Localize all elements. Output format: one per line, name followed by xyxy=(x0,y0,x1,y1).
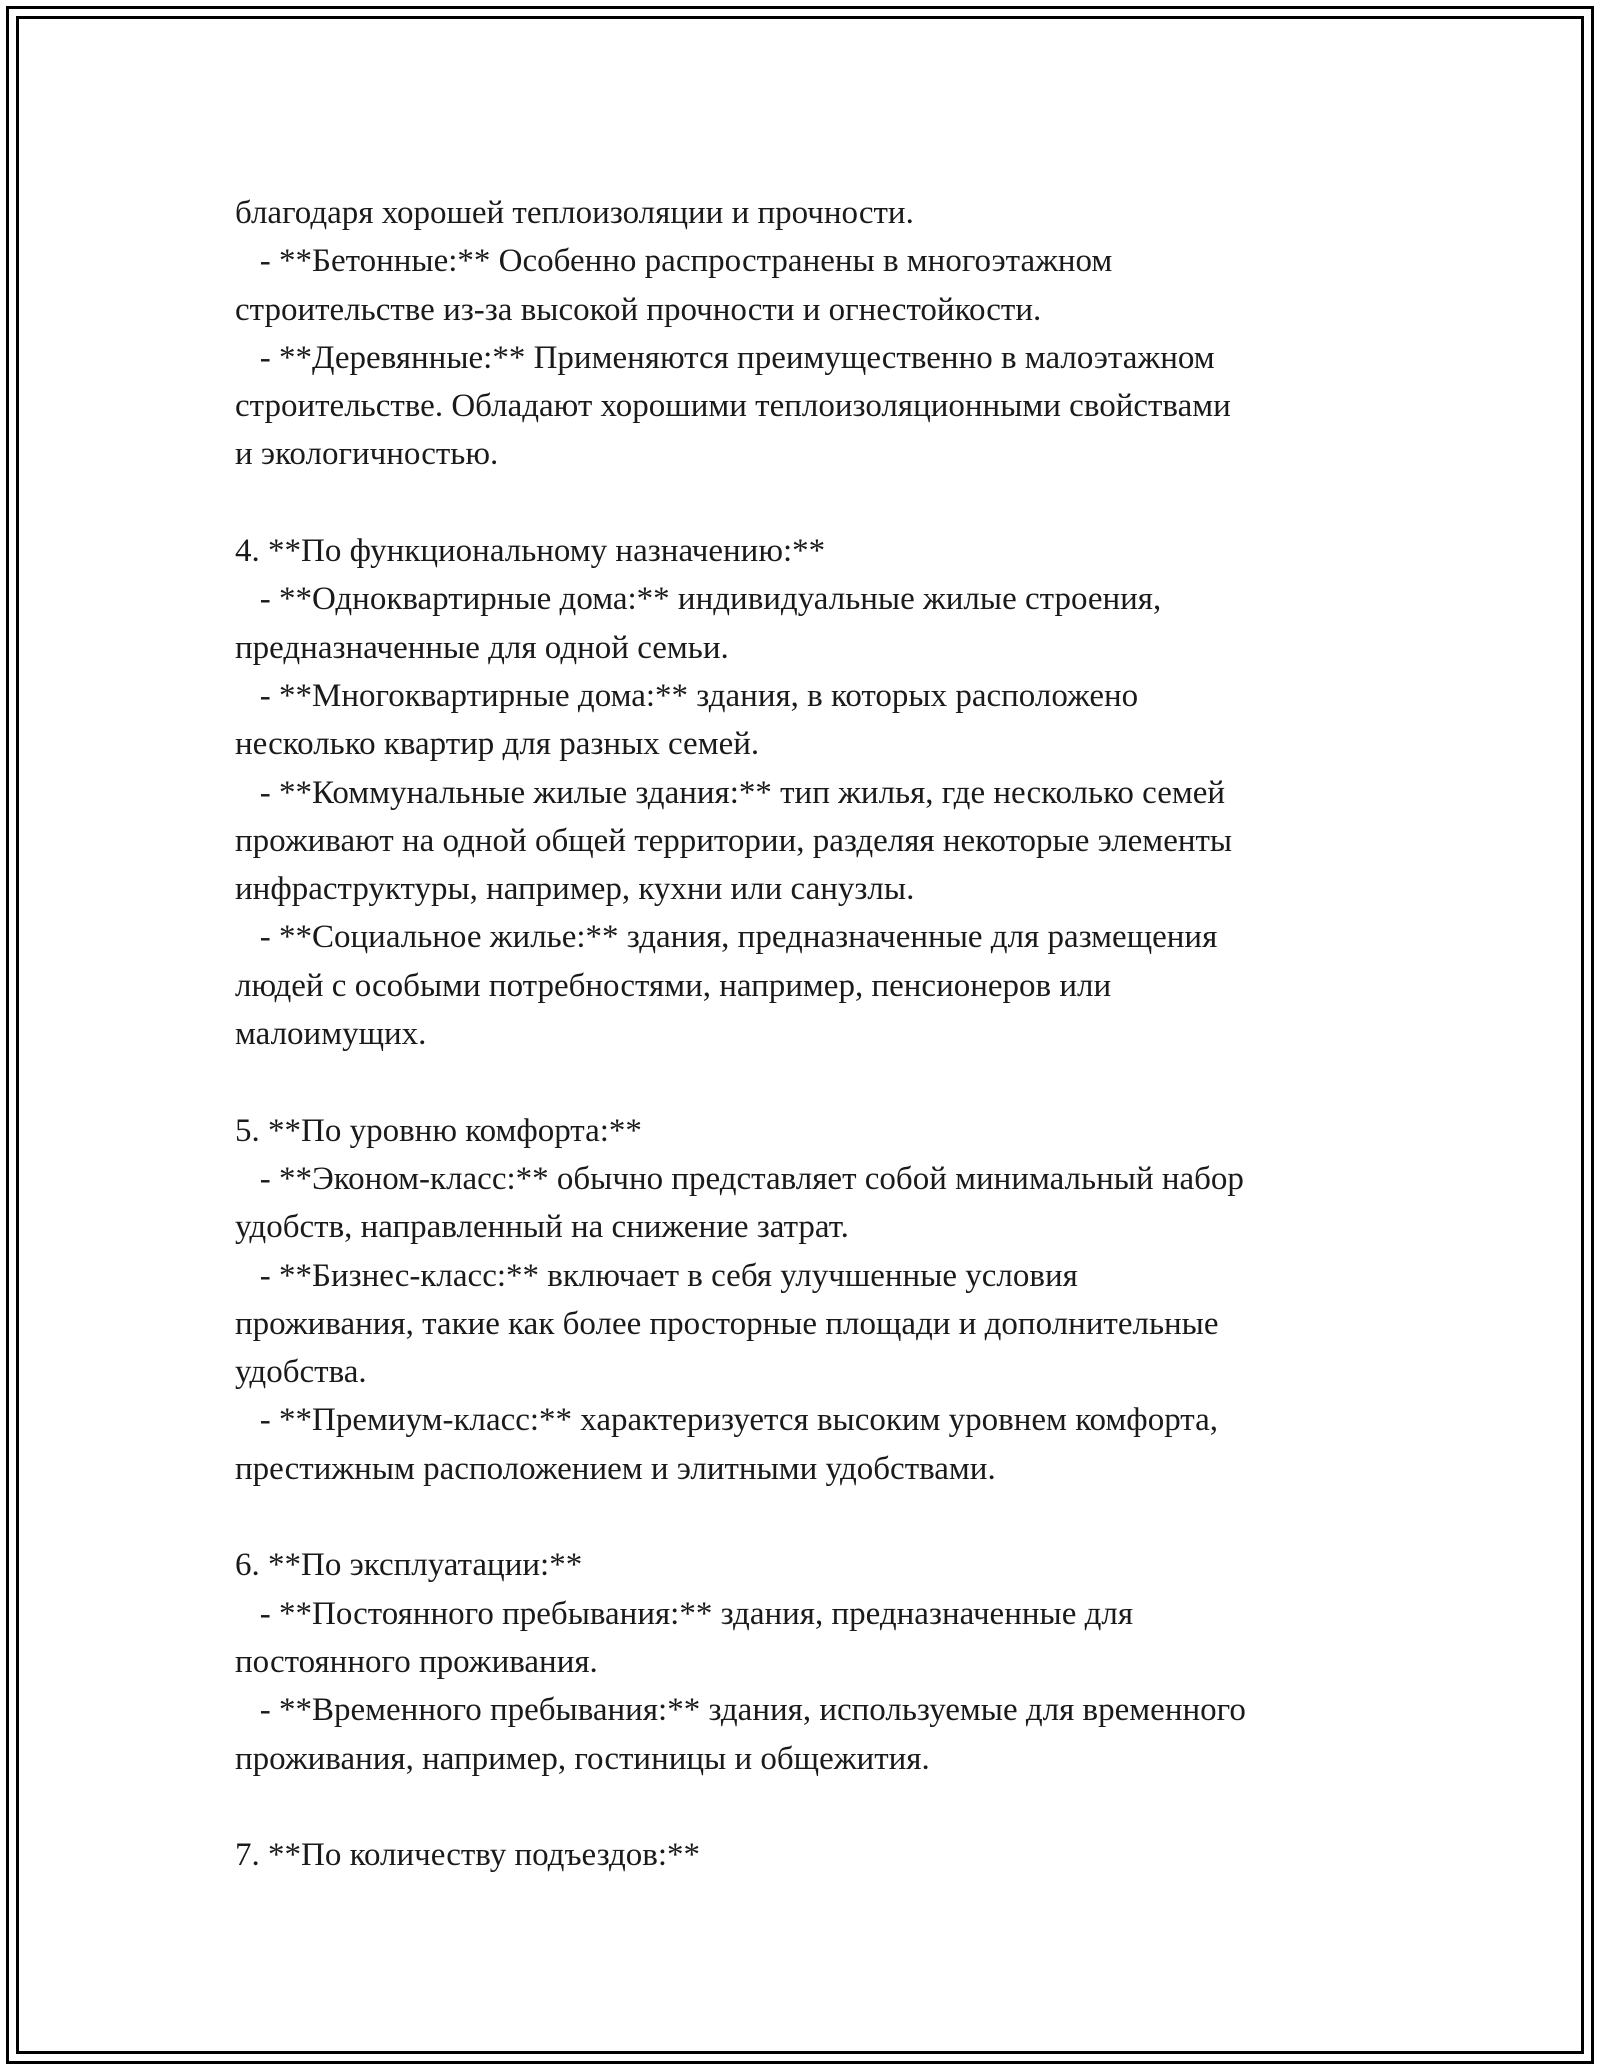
blank-line xyxy=(235,1058,1465,1106)
text-line: малоимущих. xyxy=(235,1016,427,1053)
blank-line xyxy=(235,1783,1465,1831)
text-line: несколько квартир для разных семей. xyxy=(235,726,760,763)
text-line: и экологичностью. xyxy=(235,436,499,473)
text-line: проживания, такие как более просторные площади и дополнительные xyxy=(235,1305,1219,1342)
text-line: - **Коммунальные жилые здания:** тип жилья, где несколько семей xyxy=(235,774,1226,811)
section-heading: 7. **По количеству подъездов:** xyxy=(235,1837,701,1874)
text-line: - **Временного пребывания:** здания, используемые для временного xyxy=(235,1692,1246,1729)
text-line: - **Деревянные:** Применяются преимущественно в малоэтажном xyxy=(235,339,1215,376)
text-line: инфраструктуры, например, кухни или санузлы. xyxy=(235,871,915,908)
blank-line xyxy=(235,479,1465,527)
text-line: - **Эконом-класс:** обычно представляет собой минимальный набор xyxy=(235,1160,1244,1197)
text-line: людей с особыми потребностями, например, пенсионеров или xyxy=(235,967,1112,1004)
text-line: - **Социальное жилье:** здания, предназначенные для размещения xyxy=(235,919,1218,956)
section-heading: 6. **По эксплуатации:** xyxy=(235,1547,583,1584)
text-line: благодаря хорошей теплоизоляции и прочности. xyxy=(235,195,914,231)
document-text xyxy=(235,189,1465,1879)
section-heading: 5. **По уровню комфорта:** xyxy=(235,1112,642,1149)
text-line: - **Премиум-класс:** характеризуется высоким уровнем комфорта, xyxy=(235,1402,1218,1439)
text-line: проживания, например, гостиницы и общежития. xyxy=(235,1740,930,1777)
text-line: строительстве. Обладают хорошими теплоизоляционными свойствами xyxy=(235,388,1231,425)
text-line: - **Многоквартирные дома:** здания, в которых расположено xyxy=(235,677,1139,714)
text-line: престижным расположением и элитными удобствами. xyxy=(235,1450,996,1487)
text-line: предназначенные для одной семьи. xyxy=(235,629,729,666)
text-line: строительстве из-за высокой прочности и огнестойкости. xyxy=(235,291,1042,328)
text-line: - **Бетонные:** Особенно распространены в многоэтажном xyxy=(235,243,1113,280)
text-line: удобства. xyxy=(235,1354,367,1391)
section-heading: 4. **По функциональному назначению:** xyxy=(235,533,826,570)
blank-line xyxy=(235,1493,1465,1541)
text-line: - **Бизнес-класс:** включает в себя улучшенные условия xyxy=(235,1257,1078,1294)
text-line: удобств, направленный на снижение затрат. xyxy=(235,1209,849,1246)
text-line: постоянного проживания. xyxy=(235,1643,598,1680)
text-line: - **Одноквартирные дома:** индивидуальные жилые строения, xyxy=(235,581,1162,618)
text-line: - **Постоянного пребывания:** здания, предназначенные для xyxy=(235,1595,1134,1632)
text-line: проживают на одной общей территории, разделяя некоторые элементы xyxy=(235,822,1233,859)
